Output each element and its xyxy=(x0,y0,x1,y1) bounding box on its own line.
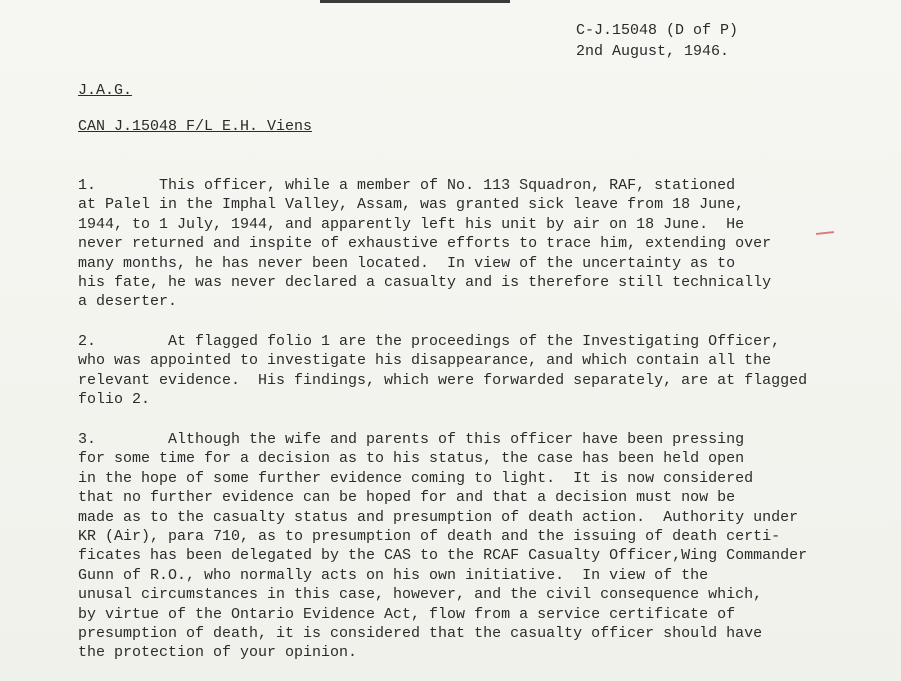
paragraph-line: 3. Although the wife and parents of this officer have been pressing xyxy=(78,431,745,448)
paragraph-line: for some time for a decision as to his status, the case has been held open xyxy=(78,450,745,468)
paragraph-line: who was appointed to investigate his disappearance, and which contain all the xyxy=(78,352,772,370)
paragraph-line: made as to the casualty status and presumption of death action. Authority under xyxy=(78,508,799,526)
paragraph-line: folio 2. xyxy=(78,391,151,409)
paragraph-line: 2. At flagged folio 1 are the proceedings of the Investigating Officer, xyxy=(78,333,781,350)
paragraph-1 xyxy=(78,176,771,312)
paragraph-line: never returned and inspite of exhaustive efforts to trace him, extending over xyxy=(78,235,772,253)
paragraph-line: Gunn of R.O., who normally acts on his own initiative. In view of the xyxy=(78,566,709,584)
paragraph-line: ficates has been delegated by the CAS to the RCAF Casualty Officer,Wing Commander xyxy=(78,547,808,565)
memo-date: 2nd August, 1946. xyxy=(576,43,730,60)
paragraph-3 xyxy=(78,430,807,663)
file-reference: C-J.15048 (D of P) xyxy=(576,22,739,39)
paragraph-line: KR (Air), para 710, as to presumption of death and the issuing of death certi- xyxy=(78,528,781,546)
paragraph-line: 1. This officer, while a member of No. 113 Squadron, RAF, stationed xyxy=(78,177,736,194)
paragraph-line: 1944, to 1 July, 1944, and apparently left his unit by air on 18 June. He xyxy=(78,215,745,233)
paragraph-line: that no further evidence can be hoped for and that a decision must now be xyxy=(78,489,736,507)
addressee: J.A.G. xyxy=(78,82,133,99)
subject-line: CAN J.15048 F/L E.H. Viens xyxy=(78,118,313,135)
paragraph-line: presumption of death, it is considered that the casualty officer should have xyxy=(78,625,763,643)
paragraph-line: by virtue of the Ontario Evidence Act, flow from a service certificate of xyxy=(78,605,736,623)
paragraph-line: at Palel in the Imphal Valley, Assam, was granted sick leave from 18 June, xyxy=(78,196,745,214)
paragraph-line: a deserter. xyxy=(78,293,178,311)
top-edge-rule xyxy=(320,0,510,3)
paragraph-line: the protection of your opinion. xyxy=(78,644,358,662)
paragraph-line: in the hope of some further evidence coming to light. It is now considered xyxy=(78,469,754,487)
paragraph-line: relevant evidence. His findings, which were forwarded separately, are at flagged xyxy=(78,371,808,389)
paragraph-line: many months, he has never been located. In view of the uncertainty as to xyxy=(78,254,736,272)
reference-block xyxy=(576,20,738,62)
paragraph-line: his fate, he was never declared a casualty and is therefore still technically xyxy=(78,274,772,292)
paragraph-2 xyxy=(78,332,807,410)
paragraph-line: unusal circumstances in this case, however, and the civil consequence which, xyxy=(78,586,763,604)
margin-pen-mark xyxy=(816,231,834,235)
